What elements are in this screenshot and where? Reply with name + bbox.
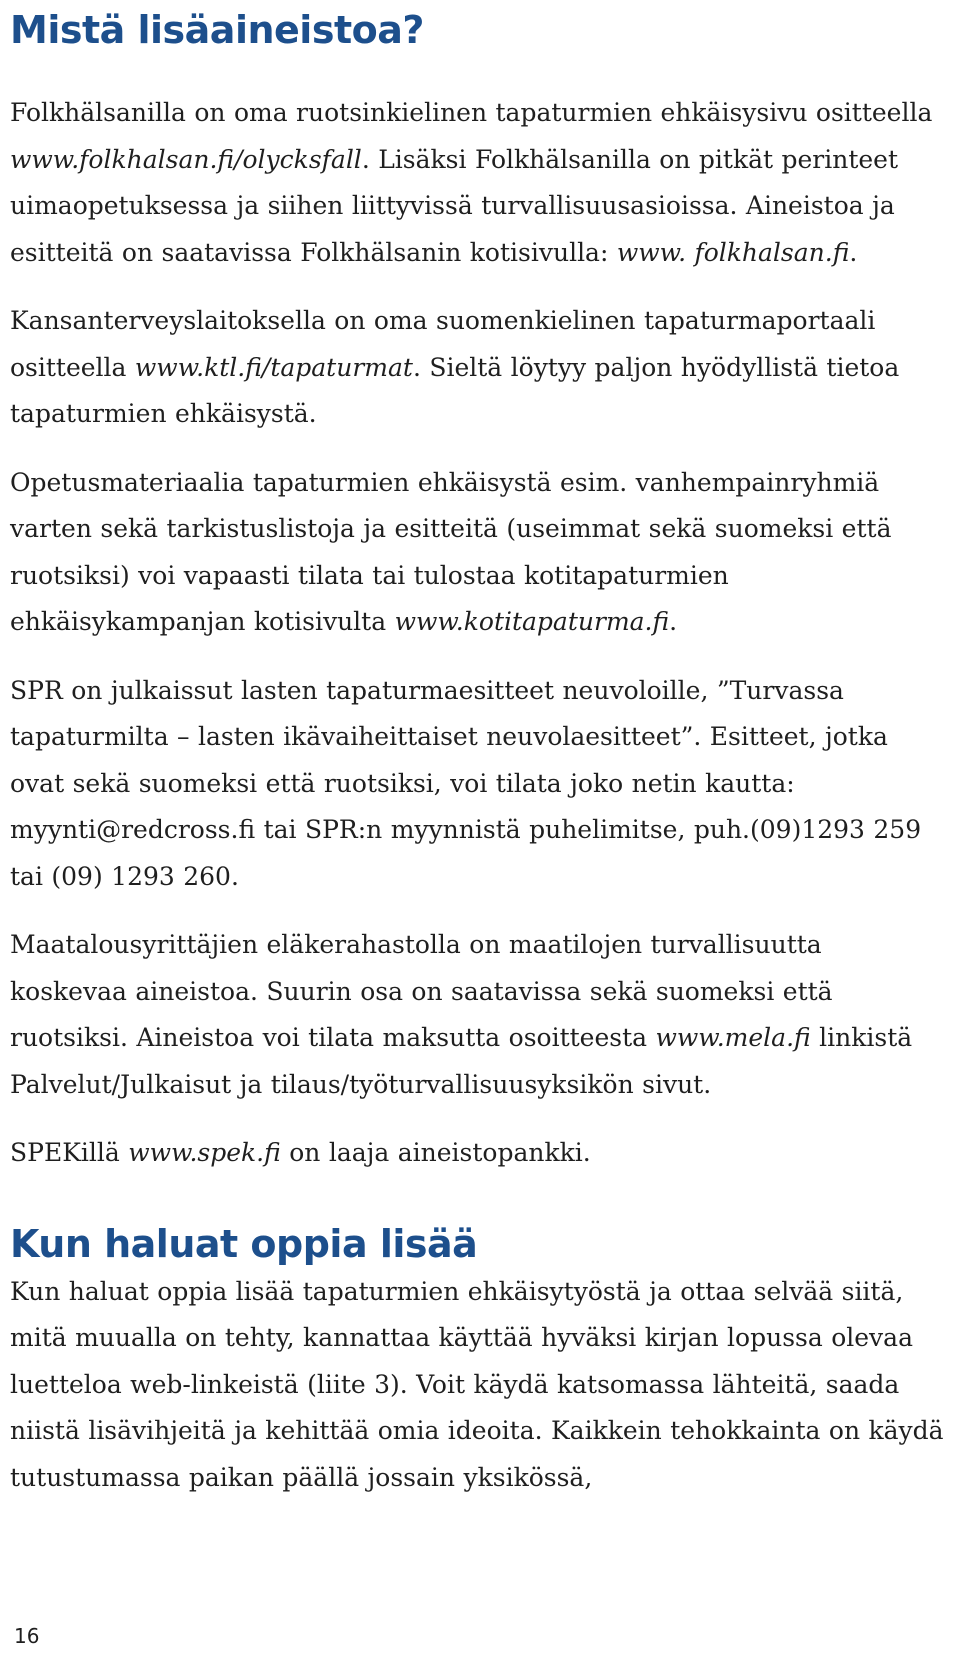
link-mela[interactable]: www.mela.fi <box>655 1023 811 1052</box>
text: linkistä Palvelut/Julkaisut ja tilaus/työturvallisuusyksikön sivut. <box>10 1023 913 1099</box>
document-page <box>10 0 945 1501</box>
section-heading-learn-more: Kun haluat oppia lisää <box>10 1221 478 1266</box>
link-ktl-tapaturmat[interactable]: www.ktl.fi/tapaturmat <box>134 352 413 382</box>
text: . Sieltä löytyy paljon hyödyllistä tietoa tapaturmien ehkäisystä. <box>10 352 900 428</box>
section-heading-more-materials: Mistä lisäaineistoa? <box>10 8 424 52</box>
text: SPEKillä <box>10 1138 129 1167</box>
paragraph-folkhalsan <box>10 90 945 276</box>
link-folkhalsan[interactable]: www. folkhalsan.fi <box>616 237 850 267</box>
link-folkhalsan-olycksfall[interactable]: www.folkhalsan.fi/olycksfall <box>10 144 362 174</box>
link-spek[interactable]: www.spek.fi <box>128 1138 281 1167</box>
text: on laaja aineistopankki. <box>280 1138 591 1167</box>
text: . Lisäksi Folkhälsanilla on pitkät perinteet uimaopetuksessa ja siihen liittyvissä turvallisuusasioissa. Aineistoa ja esitteitä on saatavissa Folkhälsanin kotisivulla: <box>10 144 899 267</box>
paragraph-kotitapaturma <box>10 460 945 646</box>
section-more-materials <box>10 0 945 1177</box>
paragraph-spr: SPR on julkaissut lasten tapaturmaesitteet neuvoloille, ”Turvassa tapaturmilta – lasten ikävaiheittaiset neuvolaesitteet”. Esitteet, jotka ovat sekä suomeksi että ruotsiksi, voi tilata joko netin kautta: myynti@redcross.fi tai SPR:n myynnistä puhelimitse, puh.(09)1293 259 tai (09) 1293 260. <box>10 675 922 891</box>
section-learn-more <box>10 1219 945 1502</box>
text: Folkhälsanilla on oma ruotsinkielinen tapaturmien ehkäisysivu ositteella <box>10 98 933 127</box>
text: Kansanterveyslaitoksella on oma suomenkielinen tapaturmaportaali ositteella <box>10 306 876 382</box>
text: Maatalousyrittäjien eläkerahastolla on maatilojen turvallisuutta koskevaa aineistoa. Suurin osa on saatavissa sekä suomeksi että ruotsiksi. Aineistoa voi tilata maksutta osoitteesta <box>10 930 833 1052</box>
paragraph-mela <box>10 922 945 1108</box>
paragraph-spek <box>10 1130 945 1177</box>
paragraph-ktl <box>10 298 945 438</box>
link-kotitapaturma[interactable]: www.kotitapaturma.fi <box>394 607 670 636</box>
text: . <box>849 237 858 267</box>
paragraph-learn-more: Kun haluat oppia lisää tapaturmien ehkäisytyöstä ja ottaa selvää siitä, mitä muualla on tehty, kannattaa käyttää hyväksi kirjan lopussa olevaa luetteloa web-linkeistä (liite 3). Voit käydä katsomassa lähteitä, saada niistä lisävihjeitä ja kehittää omia ideoita. Kaikkein tehokkainta on käydä tutustumassa paikan päällä jossain yksikössä, <box>10 1276 944 1492</box>
text: . <box>669 607 678 636</box>
text: Opetusmateriaalia tapaturmien ehkäisystä esim. vanhempainryhmiä varten sekä tarkistuslistoja ja esitteitä (useimmat sekä suomeksi että ruotsiksi) voi vapaasti tilata tai tulostaa kotitapaturmien ehkäisykampanjan kotisivulta <box>10 467 892 636</box>
page-number: 16 <box>14 1624 40 1648</box>
